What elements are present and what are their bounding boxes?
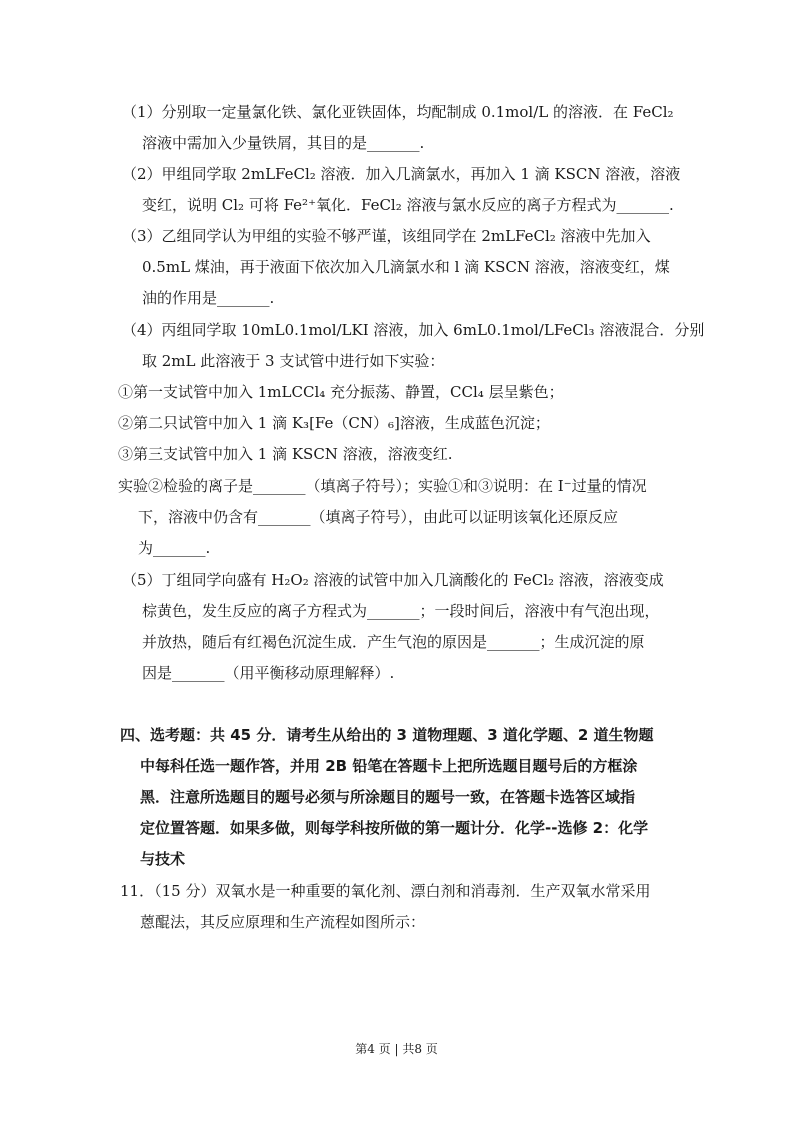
q10-part4-questions xyxy=(118,471,670,564)
section-4-heading xyxy=(120,720,672,875)
text-line: 11．（15 分）双氧水是一种重要的氧化剂、漂白剂和消毒剂．生产双氧水常采用 xyxy=(120,882,651,900)
text-line: 为_______. xyxy=(138,539,211,557)
q10-experiments xyxy=(118,377,670,470)
text-line: （3）乙组同学认为甲组的实验不够严谨，该组同学在 2mLFeCl₂ 溶液中先加入 xyxy=(122,227,651,245)
q10-part4 xyxy=(122,315,705,377)
text-line: 黑．注意所选题目的题号必须与所涂题目的题号一致，在答题卡选答区域指 xyxy=(140,788,636,806)
q10-part5 xyxy=(122,565,674,689)
text-line: （1）分别取一定量氯化铁、氯化亚铁固体，均配制成 0.1mol/L 的溶液．在 FeCl₂ xyxy=(122,103,674,121)
experiment-1: ①第一支试管中加入 1mLCCl₄ 充分振荡、静置，CCl₄ 层呈紫色； xyxy=(118,383,564,401)
text-line: 油的作用是_______. xyxy=(142,289,275,307)
experiment-3: ③第三支试管中加入 1 滴 KSCN 溶液，溶液变红. xyxy=(118,445,453,463)
q10-part2 xyxy=(122,159,681,221)
text-line: 与技术 xyxy=(140,850,186,868)
text-line: 变红，说明 Cl₂ 可将 Fe²⁺氧化．FeCl₂ 溶液与氯水反应的离子方程式为_______. xyxy=(142,196,674,214)
text-line: 定位置答题．如果多做，则每学科按所做的第一题计分．化学--选修 2：化学 xyxy=(140,819,649,837)
text-line: （4）丙组同学取 10mL0.1mol/LKI 溶液，加入 6mL0.1mol/LFeCl₃ 溶液混合．分别 xyxy=(122,321,705,339)
text-line: 取 2mL 此溶液于 3 支试管中进行如下实验： xyxy=(142,352,445,370)
text-line: 并放热，随后有红褐色沉淀生成．产生气泡的原因是_______；生成沉淀的原 xyxy=(142,633,645,651)
text-line: 蒽醌法，其反应原理和生产流程如图所示： xyxy=(140,913,426,931)
text-line: （5）丁组同学向盛有 H₂O₂ 溶液的试管中加入几滴酸化的 FeCl₂ 溶液，溶液变成 xyxy=(122,571,664,589)
q10-part3 xyxy=(122,221,674,314)
text-line: 因是_______（用平衡移动原理解释）. xyxy=(142,664,395,682)
text-line: 实验②检验的离子是_______（填离子符号）；实验①和③说明：在 I⁻过量的情况 xyxy=(118,477,647,495)
text-line: 下，溶液中仍含有_______（填离子符号），由此可以证明该氧化还原反应 xyxy=(138,508,619,526)
text-line: （2）甲组同学取 2mLFeCl₂ 溶液．加入几滴氯水，再加入 1 滴 KSCN 溶液，溶液 xyxy=(122,165,681,183)
text-line: 棕黄色，发生反应的离子方程式为_______；一段时间后，溶液中有气泡出现， xyxy=(142,602,660,620)
q10-part1 xyxy=(122,97,674,159)
experiment-2: ②第二只试管中加入 1 滴 K₃[Fe（CN）₆]溶液，生成蓝色沉淀； xyxy=(118,414,550,432)
text-line: 四、选考题：共 45 分．请考生从给出的 3 道物理题、3 道化学题、2 道生物题 xyxy=(120,726,654,744)
question-11 xyxy=(120,876,672,938)
text-line: 溶液中需加入少量铁屑，其目的是_______. xyxy=(142,134,425,152)
text-line: 0.5mL 煤油，再于液面下依次加入几滴氯水和 l 滴 KSCN 溶液，溶液变红，煤 xyxy=(142,258,670,276)
page-footer: 第4 页 | 共8 页 xyxy=(355,1042,438,1056)
text-line: 中每科任选一题作答，并用 2B 铅笔在答题卡上把所选题目题号后的方框涂 xyxy=(140,757,638,775)
